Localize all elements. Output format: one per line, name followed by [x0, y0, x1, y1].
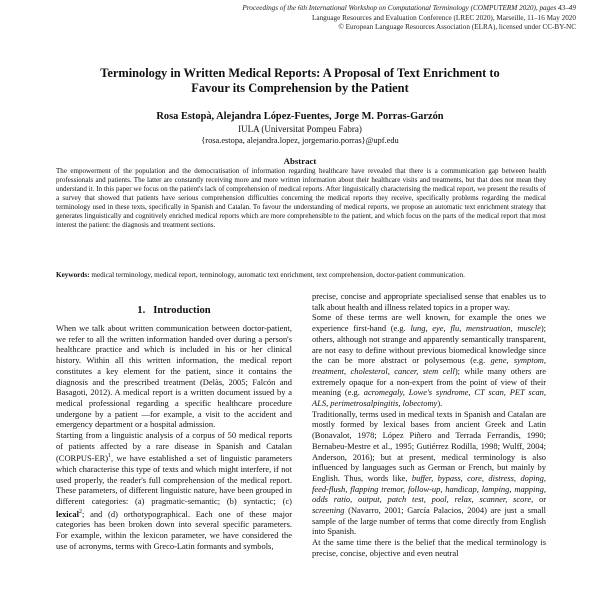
right-paragraph-1: [312, 312, 546, 408]
right-p1-part-d: ).: [437, 398, 443, 409]
english-terms: buffer, bypass, core, distress, doping, feed-flush, flapping tremor, follow-up, handicap, lamping, mapping, odds ratio, output, patch test, pool, relax, scanner, score: [312, 472, 546, 505]
proceedings-line-1: Proceedings of the 6th International Workshop on Computational Terminology (COMPUTERM 2020), pages 43–49: [242, 4, 576, 12]
paper-title: [40, 66, 560, 96]
right-paragraph-3: At the same time there is the belief that the medical terminology is precise, concise, objective and even neutral: [312, 537, 546, 558]
abstract-heading: Abstract: [283, 156, 317, 166]
title-line-1: Terminology in Written Medical Reports: A Proposal of Text Enrichment to: [100, 66, 500, 80]
example-terms-1: lung, eye, flu, menstruation, muscle: [410, 323, 541, 334]
right-p1-part-c: ); while many others are extremely opaque for a non-expert from the point of view of their meaning (e.g.: [312, 365, 546, 398]
title-line-2: Favour its Comprehension by the Patient: [191, 81, 409, 95]
right-p2-or: , or: [531, 494, 547, 505]
lexical-term: lexical: [56, 508, 79, 519]
keywords-label: Keywords:: [56, 271, 90, 279]
abstract-text: The empowerment of the population and the democratisation of information regarding healthcare have revealed that there is a communication gap between health professionals and patients. The latter are constantly receiving more and more written information about their healthcare visits and treatments, but that does not mean they understand it. In this paper we focus on the patient's lack of comprehension of medical reports. After linguistically characterising the medical report, we present the results of a survey that showed that patients have serious comprehension difficulties concerning the medical reports they receive, specifically problems regarding the medical terminology used in these texts, specifically in Spanish and Catalan. To favour the understanding of medical reports, we propose an automatic text enrichment strategy that generates linguistically and cognitively enriched medical reports which are more comprehensible to the patient, and which focus on the parts of the medical report that most interest the patient: the diagnosis and treatment sections.: [56, 167, 546, 229]
footnote-marker-1: 1: [108, 453, 112, 460]
intro-p2-part-c: ; and (d) orthotypographical. Each one of these major categories has been broken down into several specific parameters. For example, within the lexicon parameter, we have considered the use of acronyms, terms with Greco-Latin formants and symbols,: [56, 508, 292, 551]
intro-p2-part-a: Starting from a linguistic analysis of a corpus of 50 medical reports of patients affected by a rare disease in Spanish and Catalan (CORPUS-ER): [56, 430, 292, 464]
section-title: Introduction: [153, 305, 211, 316]
keywords: [56, 271, 546, 280]
example-terms-3: acromegaly, Lowe's syndrome, CT scan, PET scan, ALS, perimetrosalpingitis, lobectomy: [312, 387, 547, 409]
proceedings-line-2: Language Resources and Evaluation Conference (LREC 2020), Marseille, 11–16 May 2020: [312, 13, 576, 22]
footnote-marker-2: 2: [78, 508, 82, 515]
right-column: [312, 291, 546, 559]
right-p1-part-b: ); others, although not strange and apparently semantically transparent, are not easy to define without previous biomedical knowledge since the can be more abstract or polysemous (e.g.: [312, 323, 546, 366]
left-column: [56, 304, 292, 551]
english-term-screening: screening: [312, 505, 345, 516]
keywords-text: medical terminology, medical report, terminology, automatic text enrichment, text comprehension, doctor-patient communication.: [91, 271, 465, 279]
author-list: Rosa Estopà, Alejandra López-Fuentes, Jorge M. Porras-Garzón: [156, 111, 444, 122]
section-heading: [56, 304, 292, 317]
license-line: © European Language Resources Association (ELRA), licensed under CC-BY-NC: [338, 23, 576, 32]
intro-paragraph-1: When we talk about written communication between doctor-patient, we refer to all the written information handed over during a person's healthcare practice and which is included in his or her clinical history. Within all this written information, the medical report constitutes a key element for the patient, since it contains the diagnosis and the prescribed treatment (Delàs, 2005; Falcón and Basagoti, 2012). A medical report is a written document issued by a medical professional regarding a specific healthcare procedure undergone by a patient —for example, a visit to the accident and emergency department or a hospital admission.: [56, 323, 292, 430]
intro-p2-part-b: , we have established a set of linguistic parameters which characterise this type of texts and which might interfere, if not used properly, the reader's full comprehension of the medical report. These parameters, of different linguistic nature, have been grouped in different categories: (a) pragmatic-semantic; (b) syntactic; (c): [56, 453, 292, 507]
right-p2-part-b: (Navarro, 2001; García Palacios, 2004) are just a small sample of the large number of terms that come directly from English into Spanish.: [312, 505, 546, 537]
affiliation: IULA (Universitat Pompeu Fabra): [238, 124, 362, 134]
right-paragraph-0: precise, concise and appropriate specialised sense that enables us to talk about health and illness related topics in a proper way.: [312, 291, 546, 312]
right-p2-part-a: Traditionally, terms used in medical texts in Spanish and Catalan are mostly formed by lexical bases from ancient Greek and Latin (Bonavalot, 1978; López Piñero and Terrada Ferrandis, 1990; Bernabeu-Mestre et al., 1995; Gutiérrez Rodilla, 1998; Wulff, 2004; Anderson, 2016); but at present, medical terminology is also influenced by languages such as German or French, but mainly by English. Thus, words like,: [312, 408, 546, 483]
section-number: 1.: [137, 305, 146, 316]
intro-paragraph-2: [56, 430, 292, 551]
author-emails: {rosa.estopa, alejandra.lopez, jorgemario.porras}@upf.edu: [201, 136, 399, 145]
right-p1-part-a: Some of these terms are well known, for example the ones we experience first-hand (e.g.: [312, 312, 546, 334]
proceedings-header: [156, 4, 576, 33]
right-paragraph-2: [312, 409, 546, 537]
example-terms-2: gene, symptom, treatment, cholesterol, cancer, stem cell: [312, 355, 546, 376]
